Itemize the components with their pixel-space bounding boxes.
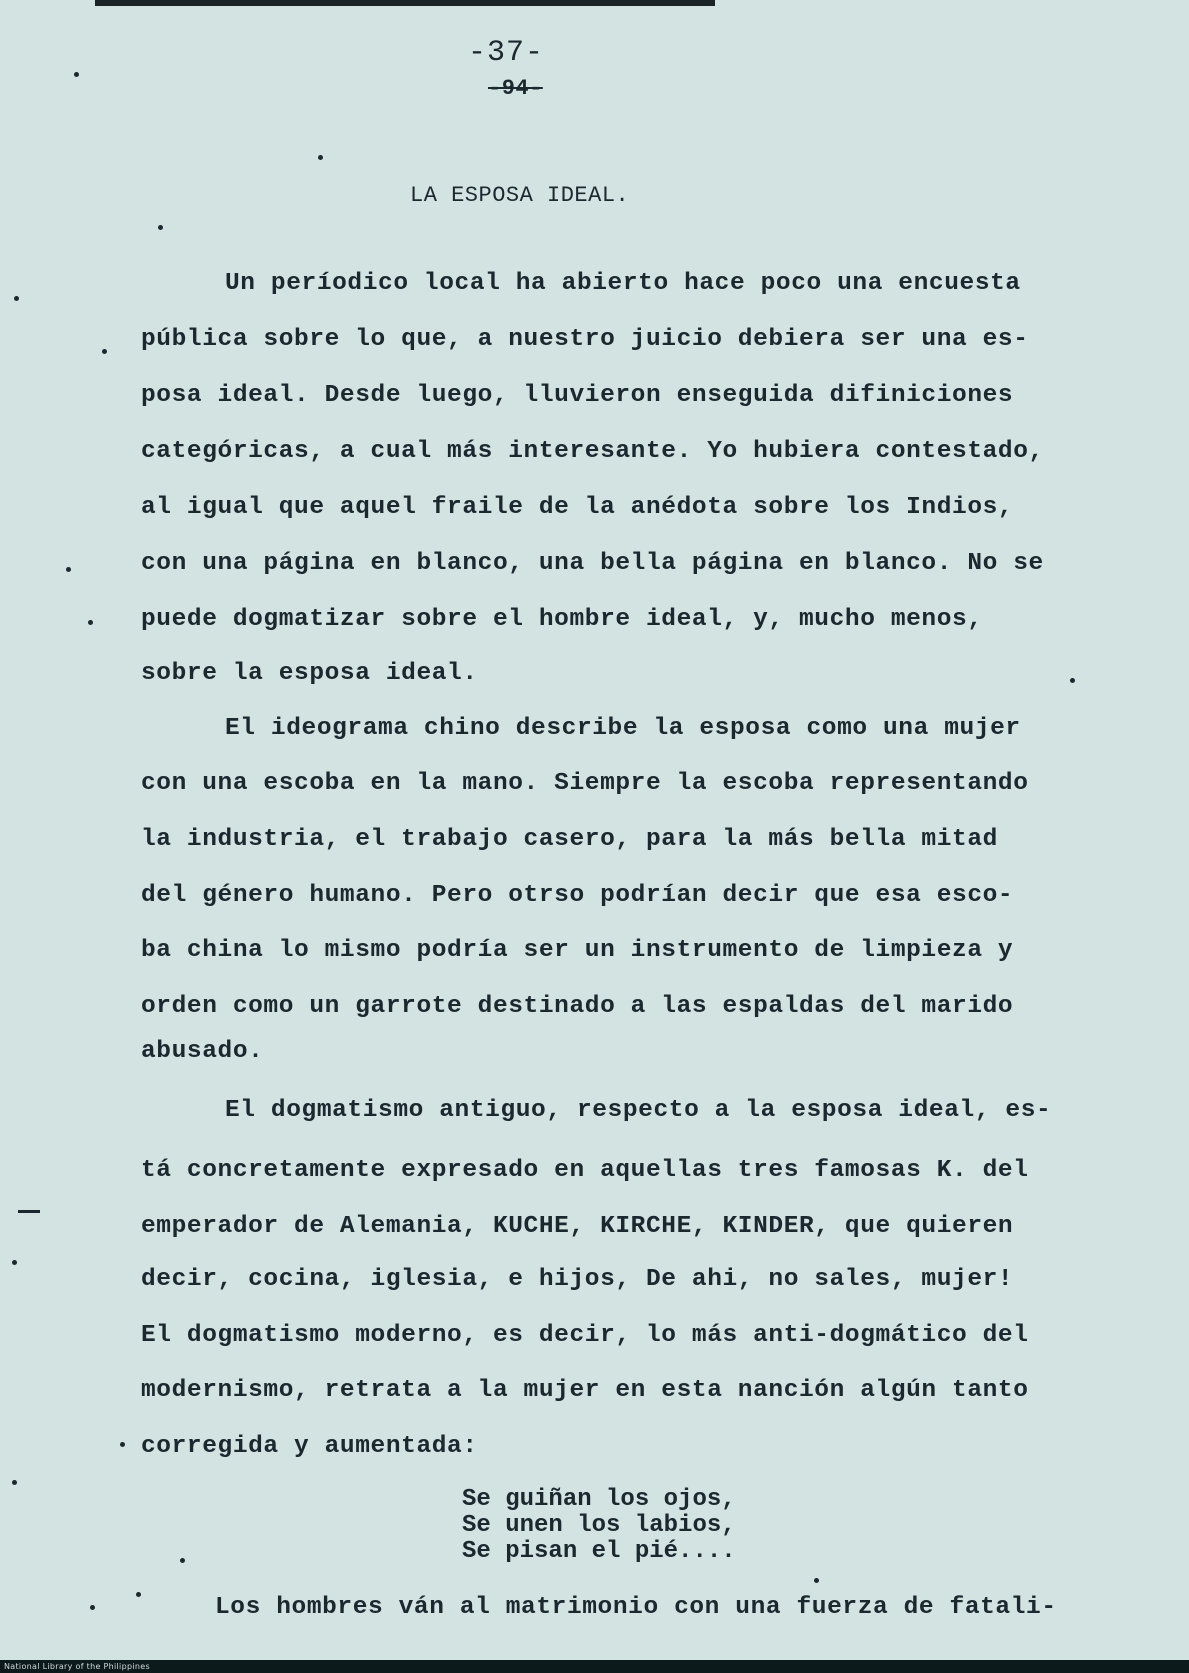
scan-speck bbox=[158, 225, 163, 230]
document-title: LA ESPOSA IDEAL. bbox=[410, 183, 630, 208]
old-page-number: -94- bbox=[488, 76, 543, 101]
text-line: corregida y aumentada: bbox=[141, 1433, 478, 1460]
scan-speck bbox=[1070, 678, 1075, 683]
text-line: al igual que aquel fraile de la anédota sobre los Indios, bbox=[141, 494, 1014, 521]
text-line: pública sobre lo que, a nuestro juicio debiera ser una es- bbox=[141, 326, 1029, 353]
text-line: El dogmatismo moderno, es decir, lo más anti-dogmático del bbox=[141, 1322, 1029, 1349]
text-line: orden como un garrote destinado a las espaldas del marido bbox=[141, 993, 1014, 1020]
scan-speck bbox=[66, 567, 71, 572]
text-line: Un períodico local ha abierto hace poco una encuesta bbox=[225, 270, 1021, 297]
scan-speck bbox=[136, 1592, 141, 1597]
scan-speck bbox=[12, 1480, 17, 1485]
scan-speck bbox=[318, 155, 323, 160]
verse-line: Se guiñan los ojos, bbox=[462, 1486, 736, 1513]
text-line: con una página en blanco, una bella página en blanco. No se bbox=[141, 550, 1044, 577]
text-line: categóricas, a cual más interesante. Yo hubiera contestado, bbox=[141, 438, 1044, 465]
text-line: ba china lo mismo podría ser un instrumento de limpieza y bbox=[141, 937, 1014, 964]
scan-speck bbox=[120, 1442, 125, 1447]
text-line: Los hombres ván al matrimonio con una fuerza de fatali- bbox=[215, 1594, 1057, 1621]
scan-speck bbox=[102, 349, 107, 354]
scan-speck bbox=[180, 1558, 185, 1563]
scan-speck bbox=[14, 296, 19, 301]
text-line: emperador de Alemania, KUCHE, KIRCHE, KINDER, que quieren bbox=[141, 1213, 1014, 1240]
verse-line: Se pisan el pié.... bbox=[462, 1538, 736, 1565]
text-line: la industria, el trabajo casero, para la más bella mitad bbox=[141, 826, 998, 853]
scan-speck bbox=[88, 620, 93, 625]
page-number: -37- bbox=[468, 36, 545, 70]
text-line: posa ideal. Desde luego, lluvieron enseguida difiniciones bbox=[141, 382, 1014, 409]
text-line: El dogmatismo antiguo, respecto a la esposa ideal, es- bbox=[225, 1097, 1052, 1124]
page-top-edge bbox=[95, 0, 715, 6]
text-line: con una escoba en la mano. Siempre la escoba representando bbox=[141, 770, 1029, 797]
scan-speck bbox=[74, 72, 79, 77]
text-line: sobre la esposa ideal. bbox=[141, 660, 478, 687]
library-credit: National Library of the Philippines bbox=[4, 1662, 150, 1671]
verse-line: Se unen los labios, bbox=[462, 1512, 736, 1539]
text-line: tá concretamente expresado en aquellas tres famosas K. del bbox=[141, 1157, 1029, 1184]
text-line: modernismo, retrata a la mujer en esta nanción algún tanto bbox=[141, 1377, 1029, 1404]
scan-speck bbox=[814, 1578, 819, 1583]
margin-mark bbox=[18, 1210, 40, 1213]
scan-speck bbox=[90, 1605, 95, 1610]
text-line: puede dogmatizar sobre el hombre ideal, y, mucho menos, bbox=[141, 606, 983, 633]
text-line: abusado. bbox=[141, 1038, 264, 1065]
scan-speck bbox=[12, 1260, 17, 1265]
text-line: El ideograma chino describe la esposa como una mujer bbox=[225, 715, 1021, 742]
text-line: del género humano. Pero otrso podrían decir que esa esco- bbox=[141, 882, 1014, 909]
text-line: decir, cocina, iglesia, e hijos, De ahi, no sales, mujer! bbox=[141, 1266, 1014, 1293]
